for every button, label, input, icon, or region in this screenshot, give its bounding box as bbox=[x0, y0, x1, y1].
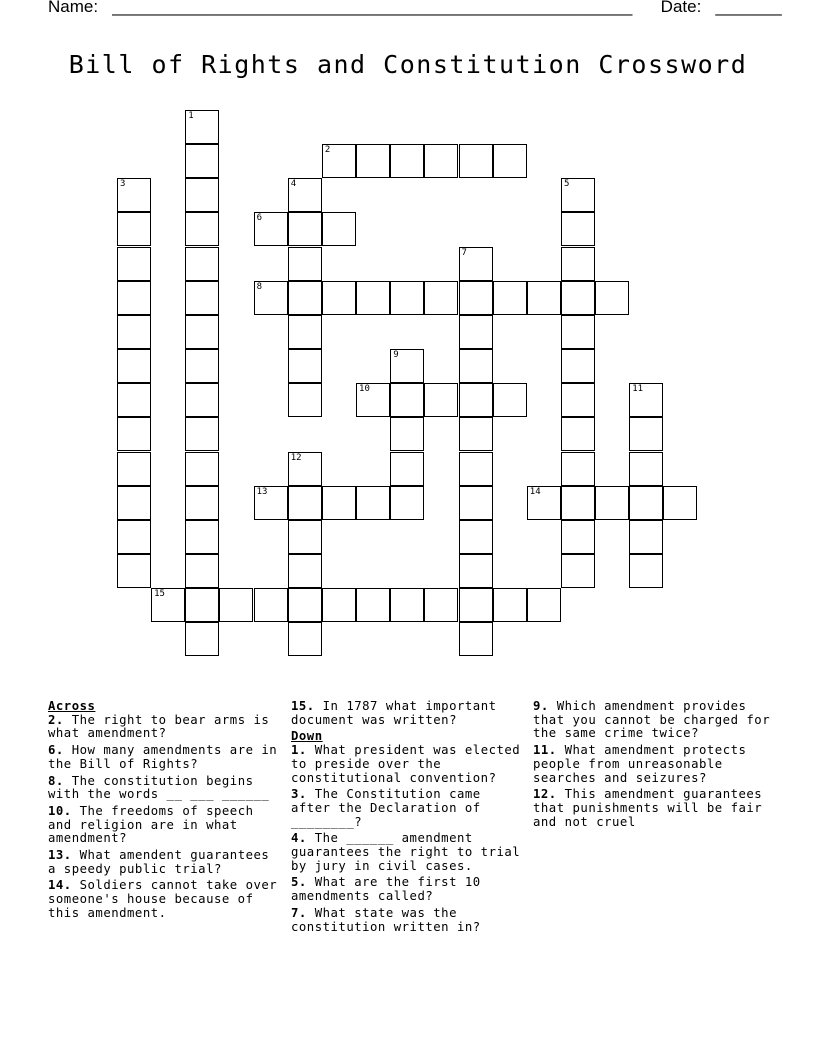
grid-cell[interactable] bbox=[185, 383, 219, 417]
clue-down-4: 4. The ______ amendment guarantees the right to trial by jury in civil cases. bbox=[291, 831, 521, 873]
grid-cell[interactable] bbox=[424, 383, 458, 417]
grid-cell[interactable] bbox=[185, 247, 219, 281]
grid-cell[interactable] bbox=[459, 486, 493, 520]
name-blank[interactable]: _______________________________________________________ bbox=[112, 0, 633, 16]
grid-cell[interactable] bbox=[561, 452, 595, 486]
grid-cell[interactable] bbox=[356, 486, 390, 520]
grid-cell[interactable] bbox=[185, 452, 219, 486]
clues-column-2 bbox=[291, 700, 525, 937]
grid-cell[interactable] bbox=[117, 178, 151, 212]
grid-cell[interactable] bbox=[185, 349, 219, 383]
grid-cell[interactable] bbox=[356, 588, 390, 622]
clue-down-5: 5. What are the first 10 amendments called? bbox=[291, 875, 481, 904]
grid-cell[interactable] bbox=[356, 383, 390, 417]
grid-cell[interactable] bbox=[185, 144, 219, 178]
clue-down-3: 3. The Constitution came after the Declaration of ________? bbox=[291, 787, 481, 829]
grid-cell[interactable] bbox=[288, 383, 322, 417]
grid-cell[interactable] bbox=[561, 486, 595, 520]
grid-cell[interactable] bbox=[185, 178, 219, 212]
grid-cell[interactable] bbox=[561, 212, 595, 246]
grid-cell[interactable] bbox=[561, 554, 595, 588]
clue-number: 8 bbox=[256, 281, 263, 292]
grid-cell[interactable] bbox=[424, 588, 458, 622]
clue-number: 13 bbox=[256, 486, 268, 497]
clue-across-10: 10. The freedoms of speech and religion are in what amendment? bbox=[48, 803, 254, 846]
grid-cell[interactable] bbox=[459, 281, 493, 315]
grid-cell[interactable] bbox=[459, 588, 493, 622]
grid-cell[interactable] bbox=[424, 144, 458, 178]
grid-cell[interactable] bbox=[527, 281, 561, 315]
grid-cell[interactable] bbox=[185, 588, 219, 622]
grid-cell[interactable] bbox=[561, 383, 595, 417]
grid-cell[interactable] bbox=[561, 247, 595, 281]
clue-down-7: 7. What state was the constitution written in? bbox=[291, 905, 481, 934]
name-label: Name: bbox=[48, 0, 99, 16]
grid-cell[interactable] bbox=[527, 588, 561, 622]
grid-cell[interactable] bbox=[185, 281, 219, 315]
grid-cell[interactable] bbox=[459, 383, 493, 417]
grid-cell[interactable] bbox=[595, 281, 629, 315]
grid-cell[interactable] bbox=[629, 520, 663, 554]
clue-number: 4 bbox=[290, 179, 297, 190]
grid-cell[interactable] bbox=[390, 383, 424, 417]
grid-cell[interactable] bbox=[185, 212, 219, 246]
grid-cell[interactable] bbox=[185, 520, 219, 554]
clues-column-3 bbox=[533, 700, 771, 832]
grid-cell[interactable] bbox=[254, 212, 288, 246]
grid-cell[interactable] bbox=[117, 315, 151, 349]
clue-number: 1 bbox=[188, 111, 194, 121]
grid-cell[interactable] bbox=[459, 349, 493, 383]
grid-cell[interactable] bbox=[629, 452, 663, 486]
clue-down-1: 1. What president was elected to preside over the constitutional convention? bbox=[291, 743, 521, 785]
grid-cell[interactable] bbox=[185, 315, 219, 349]
clue-number: 6 bbox=[256, 213, 263, 224]
grid-cell[interactable] bbox=[254, 281, 288, 315]
clue-number: 5 bbox=[563, 179, 570, 190]
date-label: Date: bbox=[660, 0, 702, 16]
clue-number: 15 bbox=[154, 589, 165, 600]
grid-cell[interactable] bbox=[288, 315, 322, 349]
grid-cell[interactable] bbox=[459, 417, 493, 451]
grid-cell[interactable] bbox=[322, 212, 356, 246]
grid-cell[interactable] bbox=[117, 281, 151, 315]
grid-cell[interactable] bbox=[493, 281, 527, 315]
clue-number: 2 bbox=[324, 145, 331, 156]
grid-cell[interactable] bbox=[561, 520, 595, 554]
grid-cell[interactable] bbox=[561, 315, 595, 349]
grid-cell[interactable] bbox=[288, 486, 322, 520]
grid-cell[interactable] bbox=[527, 486, 561, 520]
grid-cell[interactable] bbox=[288, 212, 322, 246]
clue-across-14: 14. Soldiers cannot take over someone's house because of this amendment. bbox=[48, 878, 278, 920]
grid-cell[interactable] bbox=[390, 417, 424, 451]
grid-cell[interactable] bbox=[288, 588, 322, 622]
grid-cell[interactable] bbox=[561, 349, 595, 383]
grid-cell[interactable] bbox=[322, 144, 356, 178]
grid-cell[interactable] bbox=[390, 486, 424, 520]
clue-down-9: 9. Which amendment provides that you cannot be charged for the same crime twice? bbox=[533, 699, 771, 741]
grid-cell[interactable] bbox=[629, 554, 663, 588]
grid-cell[interactable] bbox=[459, 622, 493, 656]
clue-number: 12 bbox=[290, 452, 302, 463]
grid-cell[interactable] bbox=[288, 247, 322, 281]
grid-cell[interactable] bbox=[561, 417, 595, 451]
grid-cell[interactable] bbox=[390, 349, 424, 383]
grid-cell[interactable] bbox=[117, 383, 151, 417]
grid-cell[interactable] bbox=[288, 622, 322, 656]
grid-cell[interactable] bbox=[663, 486, 697, 520]
grid-cell[interactable] bbox=[185, 554, 219, 588]
clue-down-11: 11. What amendment protects people from unreasonable searches and seizures? bbox=[533, 743, 747, 785]
grid-cell[interactable] bbox=[219, 588, 253, 622]
down-heading: Down bbox=[291, 729, 323, 744]
grid-cell[interactable] bbox=[356, 281, 390, 315]
grid-cell[interactable] bbox=[185, 486, 219, 520]
grid-cell[interactable] bbox=[390, 452, 424, 486]
grid-cell[interactable] bbox=[459, 520, 493, 554]
grid-cell[interactable] bbox=[459, 554, 493, 588]
grid-cell[interactable] bbox=[629, 486, 663, 520]
clue-number: 10 bbox=[359, 384, 370, 395]
grid-cell[interactable] bbox=[356, 144, 390, 178]
clue-across-13: 13. What amendent guarantees a speedy public trial? bbox=[48, 848, 270, 876]
clue-across-8: 8. The constitution begins with the words __ ___ ______ bbox=[48, 773, 270, 802]
page-title: Bill of Rights and Constitution Crossword bbox=[68, 50, 748, 79]
clue-number: 11 bbox=[632, 384, 644, 395]
clue-number: 9 bbox=[393, 350, 399, 361]
grid-cell[interactable] bbox=[390, 144, 424, 178]
grid-cell[interactable] bbox=[288, 554, 322, 588]
grid-cell[interactable] bbox=[254, 486, 288, 520]
grid-cell[interactable] bbox=[629, 383, 663, 417]
grid-cell[interactable] bbox=[117, 520, 151, 554]
clue-across-6: 6. How many amendments are in the Bill of Rights? bbox=[48, 743, 278, 771]
grid-cell[interactable] bbox=[117, 554, 151, 588]
date-blank[interactable]: _______ bbox=[715, 0, 782, 16]
clue-number: 14 bbox=[529, 486, 541, 497]
grid-cell[interactable] bbox=[288, 520, 322, 554]
grid-cell[interactable] bbox=[254, 588, 288, 622]
grid-cell[interactable] bbox=[185, 622, 219, 656]
grid-cell[interactable] bbox=[459, 247, 493, 281]
grid-cell[interactable] bbox=[493, 383, 527, 417]
clue-number: 7 bbox=[461, 247, 467, 258]
clues-column-1 bbox=[48, 700, 282, 924]
grid-cell[interactable] bbox=[288, 178, 322, 212]
clue-across-2: 2. The right to bear arms is what amendment? bbox=[48, 712, 270, 741]
grid-cell[interactable] bbox=[151, 588, 185, 622]
grid-cell[interactable] bbox=[185, 417, 219, 451]
grid-cell[interactable] bbox=[117, 349, 151, 383]
clue-across-15: 15. In 1787 what important document was written? bbox=[291, 699, 497, 727]
grid-cell[interactable] bbox=[459, 452, 493, 486]
grid-cell[interactable] bbox=[629, 417, 663, 451]
grid-cell[interactable] bbox=[117, 247, 151, 281]
clue-number: 3 bbox=[120, 179, 126, 190]
grid-cell[interactable] bbox=[561, 178, 595, 212]
grid-cell[interactable] bbox=[117, 452, 151, 486]
grid-cell[interactable] bbox=[117, 417, 151, 451]
grid-cell[interactable] bbox=[288, 281, 322, 315]
grid-cell[interactable] bbox=[117, 212, 151, 246]
grid-cell[interactable] bbox=[288, 452, 322, 486]
grid-cell[interactable] bbox=[288, 349, 322, 383]
grid-cell[interactable] bbox=[322, 281, 356, 315]
grid-cell[interactable] bbox=[561, 281, 595, 315]
grid-cell[interactable] bbox=[322, 588, 356, 622]
grid-cell[interactable] bbox=[322, 486, 356, 520]
grid-cell[interactable] bbox=[493, 588, 527, 622]
grid-cell[interactable] bbox=[390, 281, 424, 315]
grid-cell[interactable] bbox=[424, 281, 458, 315]
grid-cell[interactable] bbox=[493, 144, 527, 178]
grid-cell[interactable] bbox=[117, 486, 151, 520]
across-heading: Across bbox=[48, 699, 96, 713]
grid-cell[interactable] bbox=[595, 486, 629, 520]
grid-cell[interactable] bbox=[390, 588, 424, 622]
grid-cell[interactable] bbox=[185, 110, 219, 144]
grid-cell[interactable] bbox=[459, 315, 493, 349]
clue-down-12: 12. This amendment guarantees that punishments will be fair and not cruel bbox=[533, 787, 763, 829]
grid-cell[interactable] bbox=[459, 144, 493, 178]
